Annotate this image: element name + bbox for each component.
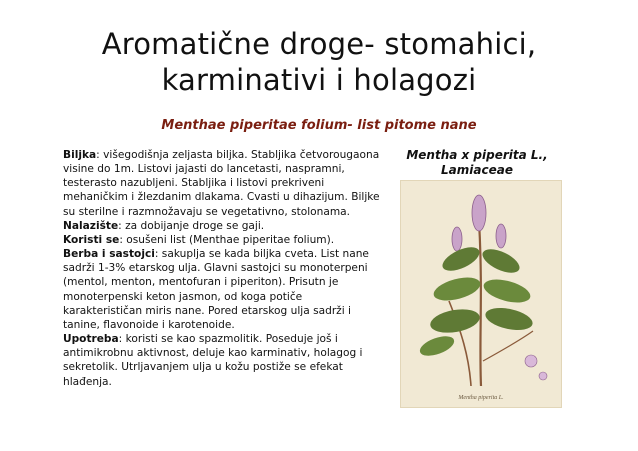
mint-plant-illustration (401, 181, 561, 407)
plate-label: Mentha piperita L. (458, 395, 504, 401)
plant-family: Lamiaceae (441, 163, 513, 177)
flower-detail (539, 372, 547, 380)
leaf (483, 304, 534, 334)
root-branch (483, 331, 533, 361)
slide-title-line-1: Aromatične droge- stomahici, (101, 27, 537, 61)
section-text: : za dobijanje droge se gaji. (118, 219, 265, 232)
section-naliziste (63, 219, 383, 233)
section-label: Koristi se (63, 233, 120, 246)
slide-subtitle: Menthae piperitae folium- list pitome nane (161, 118, 477, 133)
flower-detail (525, 355, 537, 367)
section-upotreba (63, 332, 383, 389)
section-text: : osušeni list (Menthae piperitae folium). (119, 233, 335, 246)
section-label: Berba i sastojci (63, 248, 155, 261)
description-text (63, 148, 383, 389)
section-label: Biljka (63, 149, 97, 161)
leaf (417, 332, 456, 359)
section-berba-i-sastojci (63, 247, 383, 332)
botanical-illustration (400, 180, 562, 408)
main-stem (479, 221, 481, 386)
section-koristi-se (63, 233, 383, 247)
plant-caption (392, 148, 562, 178)
section-biljka (63, 148, 383, 219)
section-text: : sakuplja se kada biljka cveta. List nane sadrži 1-3% etarskog ulja. Glavni sastojci su monoterpeni (mentol, menton, mentofuran i piperiton). Prisutn je monoterpenski keton jasmon, od koga potiče karakterističan miris nane. Pored etarskog ulja sadrži i tanine, flavonoide i karotenoide. (63, 248, 369, 331)
flower-spike (472, 195, 486, 231)
section-label: Nalazište (63, 219, 119, 232)
slide-title (0, 26, 638, 98)
leaf (479, 244, 523, 277)
section-text: : višegodišnja zeljasta biljka. Stabljika četvorougaona visine do 1m. Listovi jajasti do lancetasti, naspramni, testerasto nazubljeni. Stabljika i listovi prekriveni mehaničkim i žlezdanim dlakama. Cvasti u dihazijum. Biljke su sterilne i razmnožavaju se vegetativno, stolonama. (63, 149, 380, 218)
flower-spike (452, 227, 462, 251)
leaf (481, 275, 533, 307)
leaf (431, 273, 483, 305)
section-text: : koristi se kao spazmolitik. Poseduje još i antimikrobnu aktivnost, deluje kao karminativ, holagog i sekretolik. Utrljavanjem ulja u kožu postiže se efekat hlađenja. (63, 333, 363, 388)
section-label: Upotreba (63, 333, 119, 346)
plant-name: Mentha x piperita L., (406, 148, 548, 162)
leaf (428, 306, 481, 336)
flower-spike (496, 224, 506, 248)
slide-title-line-2: karminativi i holagozi (161, 63, 477, 97)
